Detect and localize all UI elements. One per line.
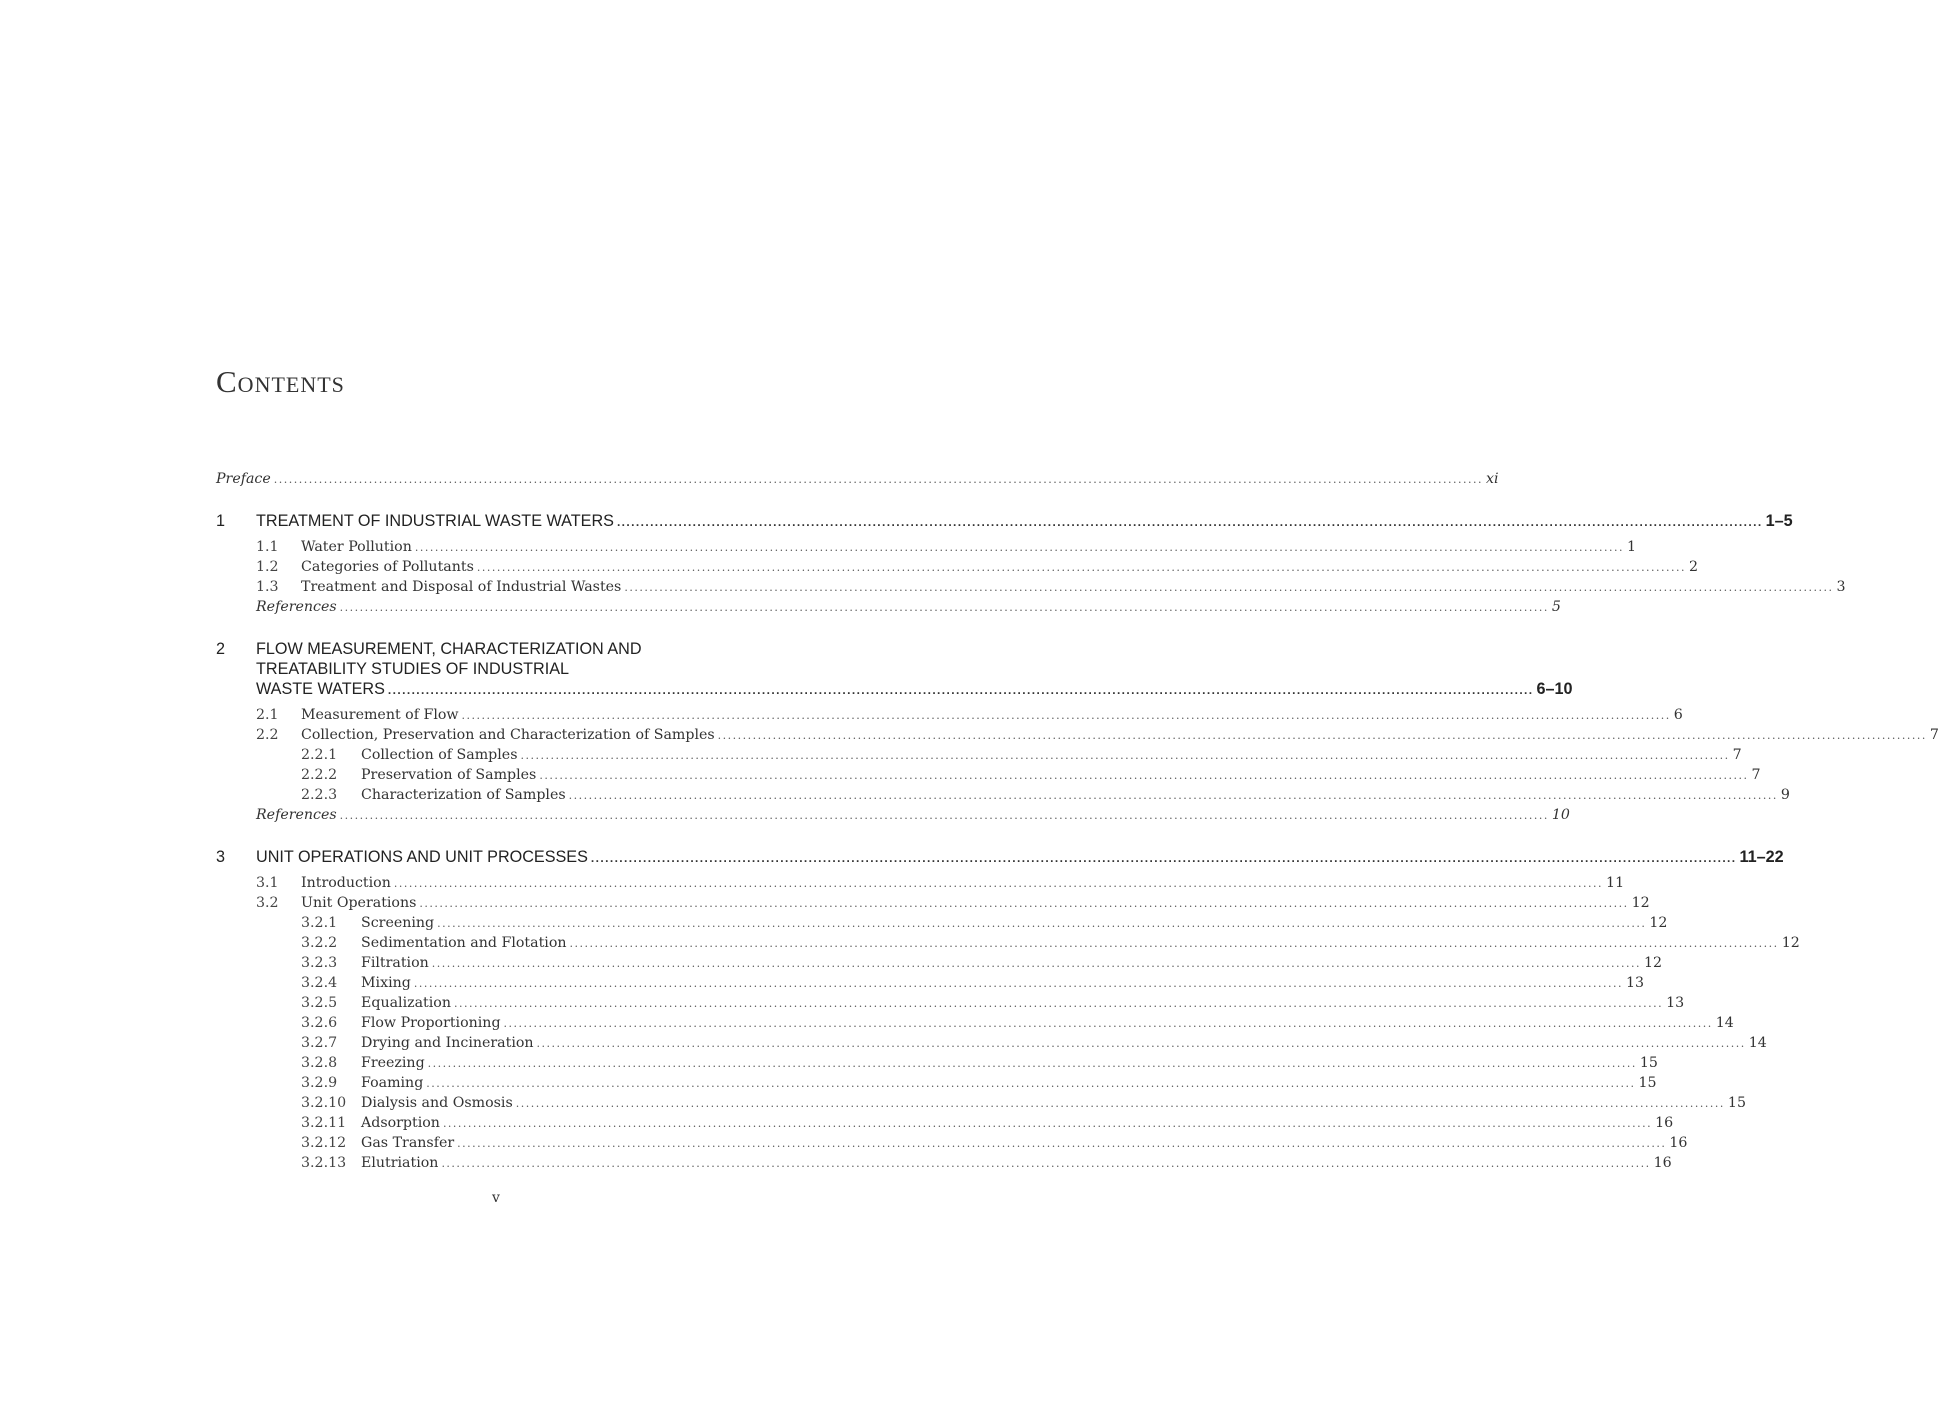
dot-leader bbox=[426, 1074, 1635, 1094]
entry-page: 16 bbox=[1669, 1135, 1688, 1151]
chapter-title-line bbox=[256, 679, 1573, 699]
entry-title: References bbox=[256, 807, 337, 823]
dot-leader bbox=[340, 598, 1549, 618]
entry-title: Filtration bbox=[361, 955, 429, 971]
entry-page: 16 bbox=[1655, 1115, 1674, 1131]
toc-entry[interactable] bbox=[216, 537, 1637, 557]
chapter-heading[interactable] bbox=[216, 639, 1573, 699]
entry-title: Collection of Samples bbox=[361, 747, 518, 763]
entry-page: 12 bbox=[1649, 915, 1668, 931]
entry-number: 3.2.11 bbox=[301, 1115, 347, 1131]
dot-leader bbox=[388, 680, 1534, 700]
toc-entry[interactable] bbox=[216, 1093, 1746, 1113]
entry-page: 15 bbox=[1639, 1055, 1658, 1071]
toc-entry[interactable] bbox=[216, 1013, 1734, 1033]
entry-title: Treatment and Disposal of Industrial Wastes bbox=[301, 579, 622, 595]
toc-entry[interactable] bbox=[216, 993, 1685, 1013]
entry-title: Characterization of Samples bbox=[361, 787, 566, 803]
entry-number: 3.2.8 bbox=[301, 1055, 338, 1071]
table-of-contents bbox=[216, 469, 1939, 1173]
toc-entry[interactable] bbox=[216, 893, 1650, 913]
entry-page: 12 bbox=[1781, 935, 1800, 951]
entry-number: 2.2 bbox=[256, 727, 279, 743]
entry-title: Water Pollution bbox=[301, 539, 412, 555]
toc-entry[interactable] bbox=[216, 557, 1699, 577]
toc-entry[interactable] bbox=[216, 705, 1683, 725]
chapter-title-line bbox=[256, 659, 1573, 679]
dot-leader bbox=[520, 746, 1729, 766]
entry-title: Measurement of Flow bbox=[301, 707, 459, 723]
chapter-title-line bbox=[256, 847, 1784, 867]
entry-title: Preservation of Samples bbox=[361, 767, 537, 783]
dot-leader bbox=[477, 558, 1686, 578]
entry-number: 3.2.5 bbox=[301, 995, 338, 1011]
entry-title: Foaming bbox=[361, 1075, 424, 1091]
entry-number: 3.2.4 bbox=[301, 975, 338, 991]
toc-entry[interactable] bbox=[216, 745, 1742, 765]
entry-page: 9 bbox=[1780, 787, 1790, 803]
entry-number: 3.2 bbox=[256, 895, 279, 911]
references-entry[interactable] bbox=[216, 597, 1561, 617]
entry-title: Adsorption bbox=[361, 1115, 440, 1131]
entry-page: 10 bbox=[1551, 807, 1570, 823]
dot-leader bbox=[462, 706, 1671, 726]
chapter-pages: 6–10 bbox=[1536, 680, 1573, 698]
chapter-title bbox=[256, 847, 1784, 867]
chapter-title bbox=[256, 511, 1793, 531]
entry-page: 12 bbox=[1643, 955, 1663, 971]
entry-title: References bbox=[256, 599, 337, 615]
entry-title: Sedimentation and Flotation bbox=[361, 935, 567, 951]
entry-page: 2 bbox=[1689, 559, 1699, 575]
toc-entry[interactable] bbox=[216, 953, 1663, 973]
dot-leader bbox=[570, 934, 1779, 954]
chapter-number: 3 bbox=[216, 848, 226, 866]
toc-entry[interactable] bbox=[216, 1033, 1767, 1053]
chapter-pages: 1–5 bbox=[1765, 512, 1793, 530]
preface-title: Preface bbox=[216, 471, 271, 487]
entry-number: 3.2.7 bbox=[301, 1035, 338, 1051]
entry-number: 3.2.2 bbox=[301, 935, 338, 951]
chapter-1 bbox=[216, 511, 1846, 617]
entry-number: 3.2.9 bbox=[301, 1075, 338, 1091]
chapter-entries bbox=[216, 705, 1939, 825]
dot-leader bbox=[457, 1134, 1666, 1154]
entry-number: 3.2.1 bbox=[301, 915, 338, 931]
entry-title: Freezing bbox=[361, 1055, 425, 1071]
entry-title: Unit Operations bbox=[301, 895, 417, 911]
toc-entry[interactable] bbox=[216, 577, 1846, 597]
entry-page: 14 bbox=[1715, 1015, 1734, 1031]
dot-leader bbox=[443, 1114, 1652, 1134]
dot-leader bbox=[617, 512, 1763, 532]
entry-title: Introduction bbox=[301, 875, 391, 891]
entry-number: 3.2.13 bbox=[301, 1155, 347, 1171]
entry-number: 1.3 bbox=[256, 579, 279, 595]
toc-entry[interactable] bbox=[216, 1073, 1657, 1093]
entry-page: 16 bbox=[1653, 1155, 1672, 1171]
toc-entry[interactable] bbox=[216, 765, 1761, 785]
entry-number: 3.2.12 bbox=[301, 1135, 347, 1151]
chapter-entries bbox=[216, 873, 1800, 1173]
chapter-heading[interactable] bbox=[216, 511, 1793, 531]
entry-number: 1.2 bbox=[256, 559, 279, 575]
entry-title: Gas Transfer bbox=[361, 1135, 455, 1151]
entry-title: Categories of Pollutants bbox=[301, 559, 474, 575]
toc-entry[interactable] bbox=[216, 725, 1939, 745]
dot-leader bbox=[415, 538, 1624, 558]
chapter-title-text: WASTE WATERS bbox=[256, 680, 385, 698]
entry-page: 7 bbox=[1751, 767, 1761, 783]
entry-page: 15 bbox=[1638, 1075, 1657, 1091]
entry-number: 1.1 bbox=[256, 539, 279, 555]
chapter-title-text: TREATABILITY STUDIES OF INDUSTRIAL bbox=[256, 660, 570, 678]
dot-leader bbox=[432, 954, 1641, 974]
dot-leader bbox=[624, 578, 1833, 598]
preface-entry[interactable] bbox=[216, 469, 1499, 489]
dot-leader bbox=[419, 894, 1628, 914]
dot-leader bbox=[504, 1014, 1713, 1034]
chapter-number: 2 bbox=[216, 640, 226, 658]
dot-leader bbox=[516, 1094, 1725, 1114]
dot-leader bbox=[274, 470, 1483, 490]
entry-page: 7 bbox=[1732, 747, 1742, 763]
entry-title: Flow Proportioning bbox=[361, 1015, 501, 1031]
entry-number: 3.1 bbox=[256, 875, 279, 891]
entry-page: 6 bbox=[1673, 707, 1683, 723]
dot-leader bbox=[437, 914, 1646, 934]
chapter-3 bbox=[216, 847, 1800, 1173]
entry-page: 13 bbox=[1666, 995, 1685, 1011]
entry-title: Collection, Preservation and Characterization of Samples bbox=[301, 727, 715, 743]
entry-number: 2.2.1 bbox=[301, 747, 338, 763]
entry-page: 5 bbox=[1551, 599, 1561, 615]
entry-title: Dialysis and Osmosis bbox=[361, 1095, 513, 1111]
page-title: Contents bbox=[216, 363, 345, 399]
toc-entry[interactable] bbox=[216, 1133, 1688, 1153]
dot-leader bbox=[414, 974, 1623, 994]
toc-entry[interactable] bbox=[216, 933, 1800, 953]
toc-entry[interactable] bbox=[216, 1113, 1674, 1133]
entry-number: 2.2.3 bbox=[301, 787, 338, 803]
dot-leader bbox=[539, 766, 1748, 786]
chapter-2 bbox=[216, 639, 1939, 825]
chapter-title-line bbox=[256, 639, 1573, 659]
entry-page: 15 bbox=[1727, 1095, 1746, 1111]
dot-leader bbox=[394, 874, 1603, 894]
toc-entry[interactable] bbox=[216, 1153, 1672, 1173]
entry-title: Equalization bbox=[361, 995, 451, 1011]
dot-leader bbox=[718, 726, 1927, 746]
chapter-number: 1 bbox=[216, 512, 226, 530]
entry-page: 13 bbox=[1626, 975, 1645, 991]
entry-number: 3.2.6 bbox=[301, 1015, 338, 1031]
chapter-title-text: UNIT OPERATIONS AND UNIT PROCESSES bbox=[256, 848, 588, 866]
chapter-title-text: FLOW MEASUREMENT, CHARACTERIZATION AND bbox=[256, 640, 642, 658]
chapter-title bbox=[256, 639, 1573, 699]
toc-entry[interactable] bbox=[216, 1053, 1658, 1073]
chapter-title-text: TREATMENT OF INDUSTRIAL WASTE WATERS bbox=[256, 512, 614, 530]
toc-entry[interactable] bbox=[216, 785, 1790, 805]
entry-title: Mixing bbox=[361, 975, 411, 991]
dot-leader bbox=[569, 786, 1778, 806]
entry-page: 14 bbox=[1748, 1035, 1767, 1051]
entry-page: 11 bbox=[1606, 875, 1625, 891]
entry-number: 2.2.2 bbox=[301, 767, 338, 783]
dot-leader bbox=[591, 848, 1737, 868]
chapter-pages: 11–22 bbox=[1739, 848, 1784, 866]
chapter-title-line bbox=[256, 511, 1793, 531]
chapter-heading[interactable] bbox=[216, 847, 1784, 867]
dot-leader bbox=[537, 1034, 1746, 1054]
toc-entry[interactable] bbox=[216, 913, 1668, 933]
toc-entry[interactable] bbox=[216, 973, 1645, 993]
page-number: v bbox=[492, 1190, 500, 1206]
entry-number: 2.1 bbox=[256, 707, 279, 723]
dot-leader bbox=[340, 806, 1549, 826]
entry-title: Drying and Incineration bbox=[361, 1035, 534, 1051]
preface-page: xi bbox=[1485, 471, 1499, 487]
entry-number: 3.2.10 bbox=[301, 1095, 347, 1111]
entry-page: 1 bbox=[1627, 539, 1637, 555]
entry-number: 3.2.3 bbox=[301, 955, 338, 971]
entry-page: 12 bbox=[1631, 895, 1650, 911]
dot-leader bbox=[428, 1054, 1637, 1074]
toc-entry[interactable] bbox=[216, 873, 1625, 893]
entry-title: Elutriation bbox=[361, 1155, 439, 1171]
entry-page: 7 bbox=[1929, 727, 1939, 743]
dot-leader bbox=[441, 1154, 1650, 1174]
entry-title: Screening bbox=[361, 915, 435, 931]
chapter-entries bbox=[216, 537, 1846, 617]
dot-leader bbox=[454, 994, 1663, 1014]
references-entry[interactable] bbox=[216, 805, 1570, 825]
entry-page: 3 bbox=[1836, 579, 1846, 595]
